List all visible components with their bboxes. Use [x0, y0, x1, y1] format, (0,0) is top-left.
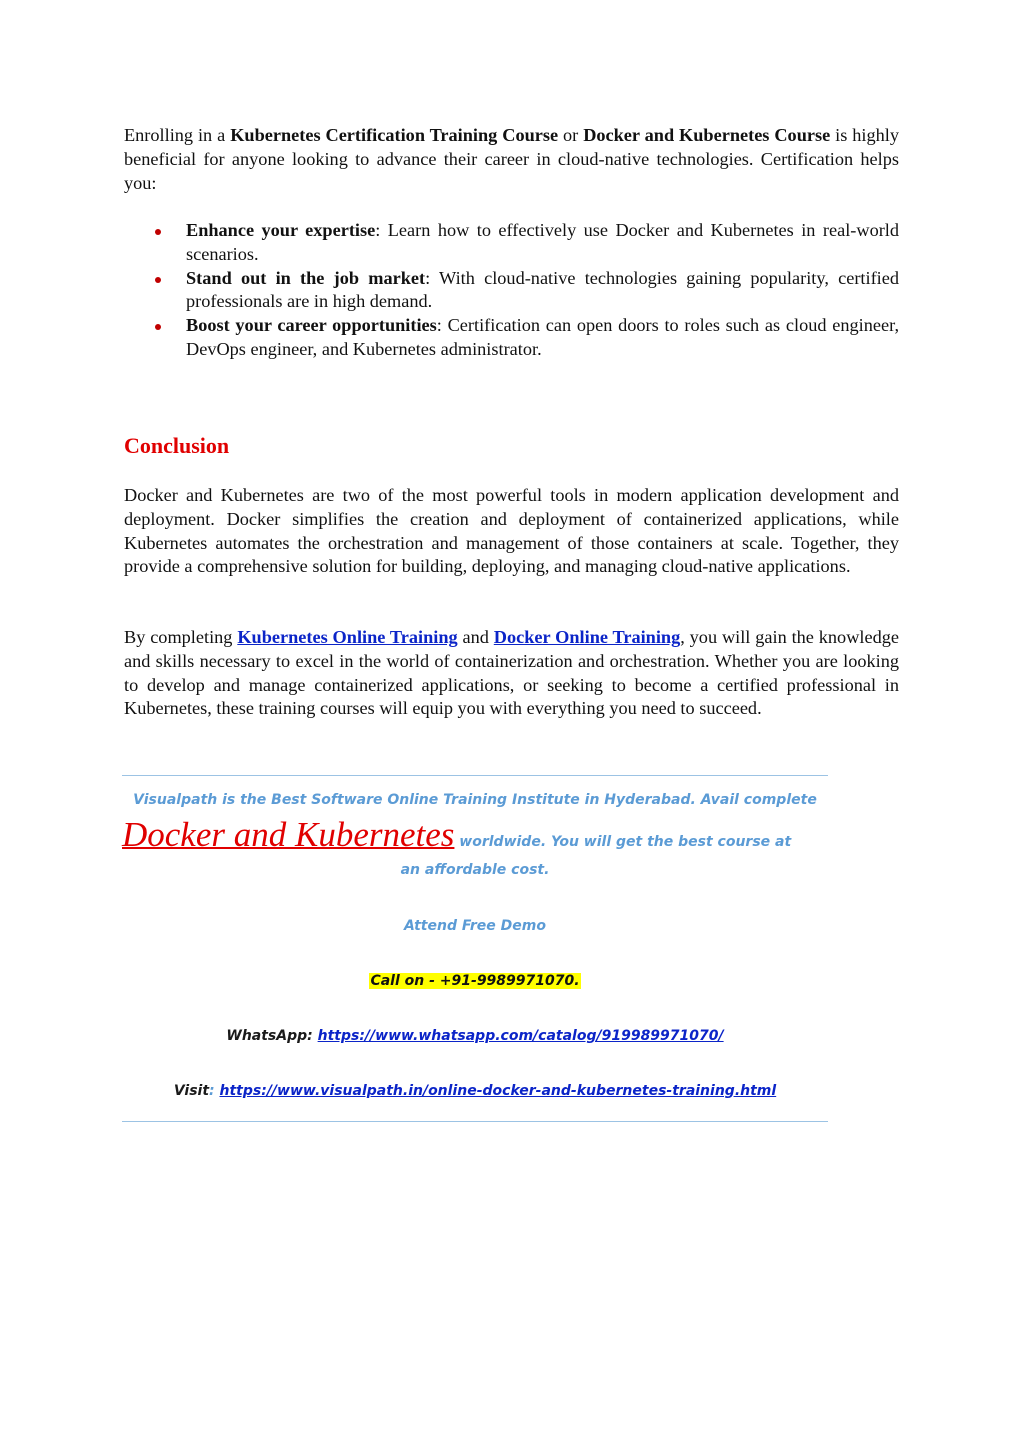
visit-link[interactable]: https://www.visualpath.in/online-docker-and-kubernetes-training.html [219, 1083, 777, 1099]
list-item [124, 314, 899, 362]
whatsapp-line [122, 1028, 828, 1044]
call-number [122, 973, 828, 989]
intro-bold-course-1: Kubernetes Certification Training Course [230, 125, 559, 145]
docker-online-training-link[interactable]: Docker Online Training [493, 627, 681, 647]
bullet-text: : With cloud-native technologies gaining popularity, certified professionals are in high demand. [186, 267, 900, 312]
paragraph-text: By completing [124, 627, 238, 647]
promo-text: worldwide. You will get the best course at [454, 834, 792, 850]
intro-text: or [558, 125, 584, 145]
whatsapp-label: WhatsApp: [226, 1028, 318, 1044]
visit-line [122, 1083, 828, 1099]
bullet-text: : Learn how to effectively use Docker and Kubernetes in real-world scenarios. [186, 220, 900, 264]
docker-and-kubernetes-link[interactable]: Docker and Kubernetes [122, 815, 455, 854]
list-item [124, 267, 899, 315]
bullet-title: Enhance your expertise [186, 220, 376, 240]
kubernetes-online-training-link[interactable]: Kubernetes Online Training [237, 627, 458, 647]
benefits-list [124, 219, 899, 362]
paragraph-text: and [457, 627, 494, 647]
bullet-icon [155, 324, 161, 330]
bullet-icon [155, 229, 161, 235]
bullet-title: Stand out in the job market [186, 267, 426, 288]
divider [122, 1121, 828, 1122]
bullet-title: Boost your career opportunities [186, 315, 437, 336]
intro-text: Enrolling in a [124, 125, 231, 145]
bullet-icon [155, 277, 161, 283]
training-paragraph [124, 626, 899, 721]
attend-free-demo[interactable]: Attend Free Demo [404, 918, 546, 934]
conclusion-paragraph: Docker and Kubernetes are two of the most powerful tools in modern application development and deployment. Docker simplifies the creation and deployment of containerized applications, while Kubernetes automates the orchestration and management of those containers at scale. Together, they provide a comprehensive solution for building, deploying, and managing cloud-native applications. [124, 485, 899, 577]
conclusion-heading: Conclusion [124, 433, 230, 458]
visit-label: Visit [173, 1083, 210, 1099]
promo-line [122, 815, 828, 855]
visit-colon: : [209, 1083, 220, 1099]
call-text: Call on - +91-9989971070. [370, 973, 580, 989]
intro-text: is highly beneficial for anyone looking to advance their career in cloud-native technologies. Certification helps you: [124, 125, 899, 193]
whatsapp-link[interactable]: https://www.whatsapp.com/catalog/919989971070/ [317, 1028, 724, 1044]
promo-line: an affordable cost. [400, 862, 550, 878]
paragraph-text: , you will gain the knowledge and skills necessary to excel in the world of containerization and orchestration. Whether you are looking to develop and manage containerized applications, or seeking to become a certified professional in Kubernetes, these training courses will equip you with everything you need to succeed. [124, 627, 899, 719]
intro-paragraph [124, 124, 899, 195]
intro-bold-course-2: Docker and Kubernetes Course [583, 125, 831, 145]
promo-line: Visualpath is the Best Software Online Training Institute in Hyderabad. Avail complete [133, 792, 817, 808]
bullet-text: : Certification can open doors to roles such as cloud engineer, DevOps engineer, and Kubernetes administrator. [186, 315, 900, 359]
list-item [124, 219, 899, 267]
divider [122, 775, 828, 776]
